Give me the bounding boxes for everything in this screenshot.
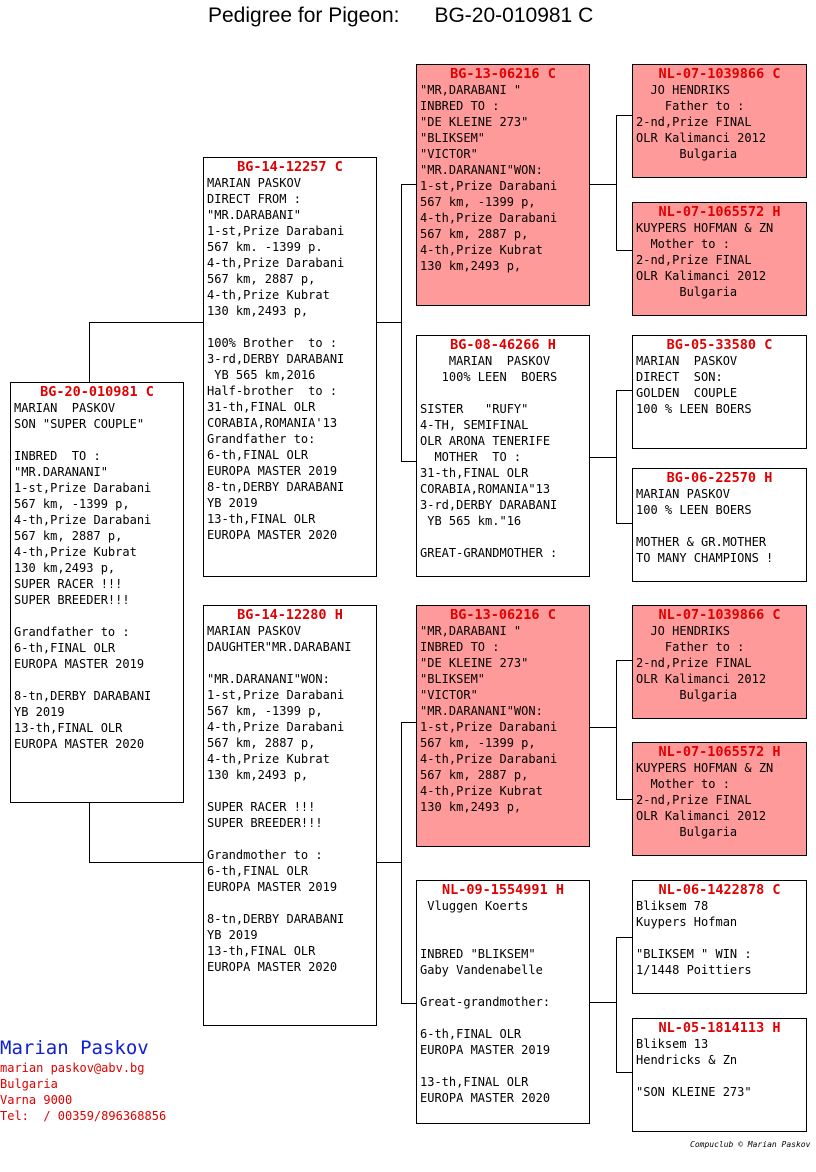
great-grandparent-card xyxy=(632,880,807,994)
pigeon-description: MARIAN PASKOV 100 % LEEN BOERS MOTHER & GR.MOTHER TO MANY CHAMPIONS ! xyxy=(636,487,774,565)
connector-line xyxy=(616,250,632,251)
connector-line xyxy=(616,937,632,938)
granddam-sire-side-card xyxy=(416,335,590,577)
pigeon-description: JO HENDRIKS Father to : 2-nd,Prize FINAL OLR Kalimanci 2012 Bulgaria xyxy=(636,83,767,161)
ring-number: NL-05-1814113 H xyxy=(658,1020,781,1036)
connector-line xyxy=(616,115,632,116)
ring-number: NL-07-1065572 H xyxy=(658,204,781,220)
pigeon-description: Bliksem 13 Hendricks & Zn "SON KLEINE 273" xyxy=(636,1037,752,1099)
pigeon-description: MARIAN PASKOV SON "SUPER COUPLE" INBRED TO : "MR.DARANANI" 1-st,Prize Darabani 567 km, -1399 p, 4-th,Prize Darabani 567 km, 2887 p, 4-th,Prize Kubrat 130 km,2493 p, SUPER RACER !!! SUPER BREEDER!!! Grandfather to : 6-th,FINAL OLR EUROPA MASTER 2019 8-tn,DERBY DARABANI YB 2019 13-th,FINAL OLR EUROPA MASTER 2020 xyxy=(14,401,152,751)
connector-line xyxy=(616,390,632,391)
connector-line xyxy=(401,184,417,185)
pigeon-description: KUYPERS HOFMAN & ZN Mother to : 2-nd,Prize FINAL OLR Kalimanci 2012 Bulgaria xyxy=(636,221,774,299)
connector-line xyxy=(616,660,617,800)
great-grandparent-card xyxy=(632,335,807,449)
connector-line xyxy=(616,523,632,524)
great-grandparent-card xyxy=(632,202,807,316)
pigeon-description: "MR,DARABANI " INBRED TO : "DE KLEINE 273" "BLIKSEM" "VICTOR" "MR.DARANANI"WON: 1-st,Prize Darabani 567 km, -1399 p, 4-th,Prize Darabani 567 km, 2887 p, 4-th,Prize Kubrat 130 km,2493 p, xyxy=(420,624,558,814)
ring-number: NL-07-1039866 C xyxy=(658,607,781,623)
connector-line xyxy=(376,322,402,323)
pigeon-description: KUYPERS HOFMAN & ZN Mother to : 2-nd,Prize FINAL OLR Kalimanci 2012 Bulgaria xyxy=(636,761,774,839)
subject-pigeon-card xyxy=(10,382,184,803)
grandsire-sire-side-card xyxy=(416,64,590,306)
owner-email: marian paskov@abv.bg xyxy=(0,1061,145,1075)
connector-line xyxy=(616,1072,632,1073)
dam-card xyxy=(203,605,377,1026)
connector-line xyxy=(401,722,417,723)
pigeon-description: MARIAN PASKOV DIRECT SON: GOLDEN COUPLE 100 % LEEN BOERS xyxy=(636,354,752,416)
connector-line xyxy=(89,862,204,863)
ring-number: BG-13-06216 C xyxy=(450,607,556,623)
connector-line xyxy=(616,390,617,524)
pigeon-description: Vluggen Koerts INBRED "BLIKSEM" Gaby Vandenabelle Great-grandmother: 6-th,FINAL OLR EUROPA MASTER 2019 13-th,FINAL OLR EUROPA MASTER 2020 xyxy=(420,899,551,1105)
great-grandparent-card xyxy=(632,468,807,582)
connector-line xyxy=(589,1002,617,1003)
granddam-dam-side-card xyxy=(416,880,590,1124)
connector-line xyxy=(616,799,632,800)
connector-line xyxy=(401,722,402,1004)
great-grandparent-card xyxy=(632,1018,807,1132)
ring-number: BG-05-33580 C xyxy=(666,337,773,353)
ring-number: NL-09-1554991 H xyxy=(442,882,564,898)
connector-line xyxy=(89,322,204,323)
ring-number: NL-06-1422878 C xyxy=(658,882,781,898)
grandsire-dam-side-card xyxy=(416,605,590,847)
pigeon-description: MARIAN PASKOV DIRECT FROM : "MR.DARABANI" 1-st,Prize Darabani 567 km. -1399 p. 4-th,Prize Darabani 567 km, 2887 p, 4-th,Prize Kubrat 130 km,2493 p, 100% Brother to : 3-rd,DERBY DARABANI YB 565 km,2016 Half-brother to : 31-th,FINAL OLR CORABIA,ROMANIA'13 Grandfather to: 6-th,FINAL OLR EUROPA MASTER 2019 8-tn,DERBY DARABANI YB 2019 13-th,FINAL OLR EUROPA MASTER 2020 xyxy=(207,176,345,542)
pigeon-description: JO HENDRIKS Father to : 2-nd,Prize FINAL OLR Kalimanci 2012 Bulgaria xyxy=(636,624,767,702)
ring-number: BG-14-12257 C xyxy=(237,159,343,175)
pigeon-description: Bliksem 78 Kuypers Hofman "BLIKSEM " WIN : 1/1448 Poittiers xyxy=(636,899,752,977)
footer-credit: Compuclub © Marian Paskov xyxy=(690,1140,811,1149)
great-grandparent-card xyxy=(632,64,807,178)
pigeon-description: "MR,DARABANI " INBRED TO : "DE KLEINE 273" "BLIKSEM" "VICTOR" "MR.DARANANI"WON: 1-st,Prize Darabani 567 km, -1399 p, 4-th,Prize Darabani 567 km, 2887 p, 4-th,Prize Kubrat 130 km,2493 p, xyxy=(420,83,558,273)
sire-card xyxy=(203,157,377,577)
owner-country: Bulgaria xyxy=(0,1077,58,1091)
pigeon-description: MARIAN PASKOV DAUGHTER"MR.DARABANI "MR.DARANANI"WON: 1-st,Prize Darabani 567 km, -1399 p, 4-th,Prize Darabani 567 km, 2887 p, 4-th,Prize Kubrat 130 km,2493 p, SUPER RACER !!! SUPER BREEDER!!! Grandmother to : 6-th,FINAL OLR EUROPA MASTER 2019 8-tn,DERBY DARABANI YB 2019 13-th,FINAL OLR EUROPA MASTER 2020 xyxy=(207,624,352,974)
pigeon-description: MARIAN PASKOV 100% LEEN BOERS SISTER "RUFY" 4-TH, SEMIFINAL OLR ARONA TENERIFE MOTHER TO : 31-th,FINAL OLR CORABIA,ROMANIA"13 3-rd,DERBY DARABANI YB 565 km."16 GREAT-GRANDMOTHER : xyxy=(420,354,558,560)
connector-line xyxy=(89,322,90,382)
great-grandparent-card xyxy=(632,742,807,856)
owner-city: Varna 9000 xyxy=(0,1093,73,1107)
connector-line xyxy=(589,727,617,728)
connector-line xyxy=(401,461,417,462)
connector-line xyxy=(616,937,617,1073)
page-title: Pedigree for Pigeon: BG-20-010981 C xyxy=(208,4,594,27)
ring-number: BG-20-010981 C xyxy=(40,384,154,400)
ring-number: NL-07-1039866 C xyxy=(658,66,781,82)
connector-line xyxy=(616,660,632,661)
ring-number: BG-08-46266 H xyxy=(450,337,556,353)
connector-line xyxy=(589,184,617,185)
owner-name: Marian Paskov xyxy=(0,1037,149,1059)
connector-line xyxy=(589,457,617,458)
ring-number: BG-14-12280 H xyxy=(237,607,343,623)
connector-line xyxy=(401,184,402,462)
owner-phone: Tel: / 00359/896368856 xyxy=(0,1109,167,1123)
connector-line xyxy=(616,115,617,251)
ring-number: BG-06-22570 H xyxy=(666,470,773,486)
connector-line xyxy=(401,1003,417,1004)
connector-line xyxy=(89,802,90,862)
connector-line xyxy=(376,862,402,863)
ring-number: NL-07-1065572 H xyxy=(658,744,781,760)
ring-number: BG-13-06216 C xyxy=(450,66,556,82)
great-grandparent-card xyxy=(632,605,807,719)
